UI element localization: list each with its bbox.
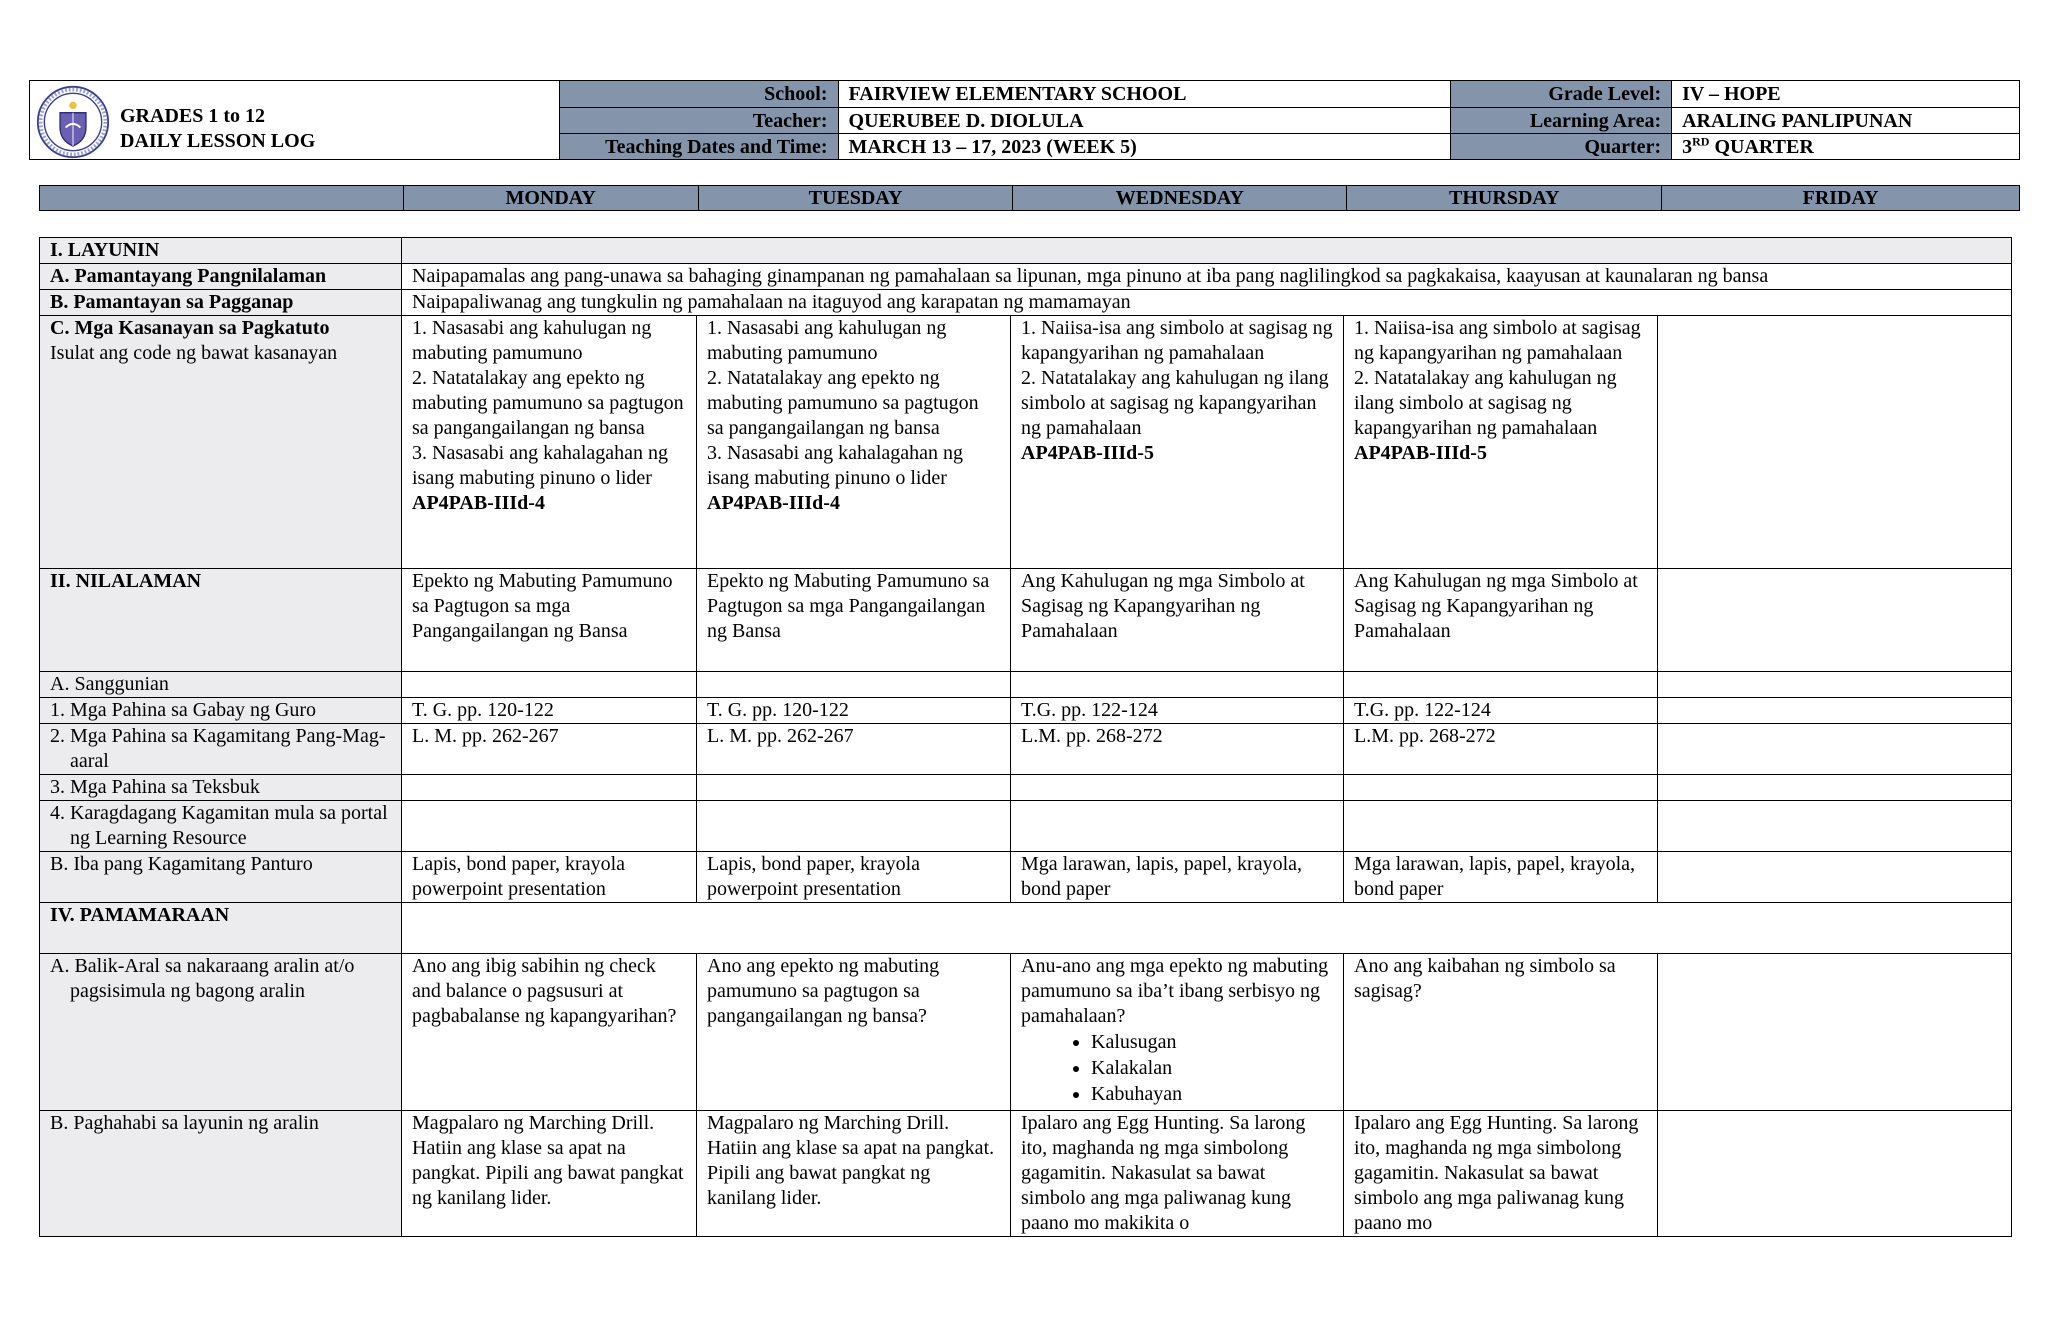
kasanayan-friday xyxy=(1658,316,2012,569)
balik-aral-thursday: Ano ang kaibahan ng simbolo sa sagisag? xyxy=(1344,954,1658,1111)
iba-pang-thursday: Mga larawan, lapis, papel, krayola, bond paper xyxy=(1344,852,1658,903)
kasanayan-item: 2. Natatalakay ang kahulugan ng ilang simbolo at sagisag ng kapangyarihan ng pamahalaan xyxy=(1354,367,1617,439)
kagamitan-label: 2. Mga Pahina sa Kagamitang Pang-Mag-aaral xyxy=(40,724,402,775)
balik-aral-monday: Ano ang ibig sabihin ng check and balance o pagsusuri at pagbabalanse ng kapangyarihan? xyxy=(402,954,697,1111)
balik-aral-bullet-list xyxy=(1021,1029,1333,1107)
balik-aral-friday xyxy=(1658,954,2012,1111)
kagamitan-friday xyxy=(1658,724,2012,775)
title-cell xyxy=(30,81,560,160)
teaching-dates-label: Teaching Dates and Time: xyxy=(559,134,838,160)
quarter-label: Quarter: xyxy=(1451,134,1672,160)
day-header-table xyxy=(39,185,2020,211)
karagdagang-tuesday xyxy=(697,801,1011,852)
teksbuk-friday xyxy=(1658,775,2012,801)
list-item: • Kabuhayan xyxy=(1091,1081,1333,1107)
learning-area-label: Learning Area: xyxy=(1451,108,1672,134)
kasanayan-item: 2. Natatalakay ang epekto ng mabuting pamumuno sa pagtugon sa pangangailangan ng bansa xyxy=(412,367,684,439)
header-table xyxy=(29,80,2020,160)
gabay-monday: T. G. pp. 120-122 xyxy=(402,698,697,724)
kasanayan-item: 1. Naiisa-isa ang simbolo at sagisag ng kapangyarihan ng pamahalaan xyxy=(1021,317,1333,364)
day-wednesday: WEDNESDAY xyxy=(1013,186,1347,211)
quarter-number: 3 xyxy=(1682,135,1693,158)
day-monday: MONDAY xyxy=(403,186,698,211)
kasanayan-code: AP4PAB-IIId-5 xyxy=(1021,442,1154,464)
kasanayan-thursday xyxy=(1344,316,1658,569)
learning-area-value: ARALING PANLIPUNAN xyxy=(1672,108,2020,134)
teksbuk-tuesday xyxy=(697,775,1011,801)
day-header-blank xyxy=(40,186,404,211)
nilalaman-friday xyxy=(1658,569,2012,672)
deped-seal-icon xyxy=(36,85,110,159)
layunin-heading: I. LAYUNIN xyxy=(40,238,402,264)
kasanayan-code: AP4PAB-IIId-4 xyxy=(412,492,545,514)
kasanayan-label: C. Mga Kasanayan sa Pagkatuto xyxy=(50,317,330,339)
balik-aral-wednesday xyxy=(1011,954,1344,1111)
paghahabi-wednesday: Ipalaro ang Egg Hunting. Sa larong ito, maghanda ng mga simbolong gagamitin. Nakasulat sa bawat simbolo ang mga paliwanag kung paano mo makikita o xyxy=(1011,1111,1344,1237)
karagdagang-label: 4. Karagdagang Kagamitan mula sa portal ng Learning Resource xyxy=(40,801,402,852)
kasanayan-item: 1. Nasasabi ang kahulugan ng mabuting pamumuno xyxy=(412,317,652,364)
pamamaraan-heading: IV. PAMAMARAAN xyxy=(40,903,402,954)
kasanayan-sub: Isulat ang code ng bawat kasanayan xyxy=(50,342,338,364)
sanggunian-wednesday xyxy=(1011,672,1344,698)
iba-pang-tuesday: Lapis, bond paper, krayola powerpoint presentation xyxy=(697,852,1011,903)
gabay-label: 1. Mga Pahina sa Gabay ng Guro xyxy=(40,698,402,724)
kasanayan-item: 2. Natatalakay ang epekto ng mabuting pamumuno sa pagtugon sa pangangailangan ng bansa xyxy=(707,367,979,439)
paghahabi-monday: Magpalaro ng Marching Drill. Hatiin ang klase sa apat na pangkat. Pipili ang bawat pangkat ng kanilang lider. xyxy=(402,1111,697,1237)
quarter-value xyxy=(1672,134,2020,160)
quarter-word: QUARTER xyxy=(1709,135,1814,158)
gabay-wednesday: T.G. pp. 122-124 xyxy=(1011,698,1344,724)
teksbuk-monday xyxy=(402,775,697,801)
pamantayang-text: Naipapamalas ang pang-unawa sa bahaging ginampanan ng pamahalaan sa lipunan, mga pinuno at iba pang naglilingkod sa pagkakaisa, kaayusan at kaunalaran ng bansa xyxy=(402,264,2012,290)
nilalaman-heading: II. NILALAMAN xyxy=(40,569,402,672)
day-tuesday: TUESDAY xyxy=(698,186,1013,211)
kasanayan-monday xyxy=(402,316,697,569)
gabay-friday xyxy=(1658,698,2012,724)
kagamitan-monday: L. M. pp. 262-267 xyxy=(402,724,697,775)
balik-aral-tuesday: Ano ang epekto ng mabuting pamumuno sa pagtugon sa pangangailangan ng bansa? xyxy=(697,954,1011,1111)
layunin-blank xyxy=(402,238,2012,264)
teacher-value: QUERUBEE D. DIOLULA xyxy=(838,108,1451,134)
iba-pang-monday: Lapis, bond paper, krayola powerpoint presentation xyxy=(402,852,697,903)
teaching-dates-value: MARCH 13 – 17, 2023 (WEEK 5) xyxy=(838,134,1451,160)
pamantayang-label: A. Pamantayang Pangnilalaman xyxy=(40,264,402,290)
paghahabi-thursday: Ipalaro ang Egg Hunting. Sa larong ito, maghanda ng mga simbolong gagamitin. Nakasulat sa bawat simbolo ang mga paliwanag kung paano mo xyxy=(1344,1111,1658,1237)
teacher-label: Teacher: xyxy=(559,108,838,134)
karagdagang-wednesday xyxy=(1011,801,1344,852)
teksbuk-thursday xyxy=(1344,775,1658,801)
kagamitan-wednesday: L.M. pp. 268-272 xyxy=(1011,724,1344,775)
day-thursday: THURSDAY xyxy=(1347,186,1662,211)
kasanayan-label-cell xyxy=(40,316,402,569)
list-item: • Kalusugan xyxy=(1091,1029,1333,1055)
nilalaman-wednesday: Ang Kahulugan ng mga Simbolo at Sagisag ng Kapangyarihan ng Pamahalaan xyxy=(1011,569,1344,672)
kasanayan-code: AP4PAB-IIId-5 xyxy=(1354,442,1487,464)
iba-pang-wednesday: Mga larawan, lapis, papel, krayola, bond paper xyxy=(1011,852,1344,903)
karagdagang-monday xyxy=(402,801,697,852)
sanggunian-label: A. Sanggunian xyxy=(40,672,402,698)
karagdagang-friday xyxy=(1658,801,2012,852)
kasanayan-wednesday xyxy=(1011,316,1344,569)
balik-aral-label: A. Balik-Aral sa nakaraang aralin at/o pagsisimula ng bagong aralin xyxy=(40,954,402,1111)
teksbuk-wednesday xyxy=(1011,775,1344,801)
school-value: FAIRVIEW ELEMENTARY SCHOOL xyxy=(838,81,1451,108)
lesson-table xyxy=(39,237,2012,1237)
title-line-2: DAILY LESSON LOG xyxy=(120,130,316,152)
sanggunian-tuesday xyxy=(697,672,1011,698)
nilalaman-tuesday: Epekto ng Mabuting Pamumuno sa Pagtugon sa mga Pangangailangan ng Bansa xyxy=(697,569,1011,672)
kasanayan-tuesday xyxy=(697,316,1011,569)
teksbuk-label: 3. Mga Pahina sa Teksbuk xyxy=(40,775,402,801)
kasanayan-item: 1. Nasasabi ang kahulugan ng mabuting pamumuno xyxy=(707,317,947,364)
title-line-1: GRADES 1 to 12 xyxy=(120,105,266,127)
sanggunian-monday xyxy=(402,672,697,698)
kasanayan-item: 3. Nasasabi ang kahalagahan ng isang mabuting pinuno o lider xyxy=(707,442,964,489)
gabay-thursday: T.G. pp. 122-124 xyxy=(1344,698,1658,724)
kasanayan-item: 1. Naiisa-isa ang simbolo at sagisag ng kapangyarihan ng pamahalaan xyxy=(1354,317,1641,364)
grade-level-label: Grade Level: xyxy=(1451,81,1672,108)
kasanayan-code: AP4PAB-IIId-4 xyxy=(707,492,840,514)
balik-aral-wednesday-text: Anu-ano ang mga epekto ng mabuting pamumuno sa iba’t ibang serbisyo ng pamahalaan? xyxy=(1021,955,1329,1027)
iba-pang-friday xyxy=(1658,852,2012,903)
pamamaraan-blank xyxy=(402,903,2012,954)
day-friday: FRIDAY xyxy=(1662,186,2020,211)
sanggunian-thursday xyxy=(1344,672,1658,698)
kagamitan-tuesday: L. M. pp. 262-267 xyxy=(697,724,1011,775)
pagganap-text: Naipapaliwanag ang tungkulin ng pamahalaan na itaguyod ang karapatan ng mamamayan xyxy=(402,290,2012,316)
kasanayan-item: 2. Natatalakay ang kahulugan ng ilang simbolo at sagisag ng kapangyarihan ng pamahalaan xyxy=(1021,367,1329,439)
gabay-tuesday: T. G. pp. 120-122 xyxy=(697,698,1011,724)
pagganap-label: B. Pamantayan sa Pagganap xyxy=(40,290,402,316)
paghahabi-label: B. Paghahabi sa layunin ng aralin xyxy=(40,1111,402,1237)
kagamitan-thursday: L.M. pp. 268-272 xyxy=(1344,724,1658,775)
nilalaman-thursday: Ang Kahulugan ng mga Simbolo at Sagisag ng Kapangyarihan ng Pamahalaan xyxy=(1344,569,1658,672)
iba-pang-label: B. Iba pang Kagamitang Panturo xyxy=(40,852,402,903)
nilalaman-monday: Epekto ng Mabuting Pamumuno sa Pagtugon sa mga Pangangailangan ng Bansa xyxy=(402,569,697,672)
paghahabi-tuesday: Magpalaro ng Marching Drill. Hatiin ang klase sa apat na pangkat. Pipili ang bawat pangkat ng kanilang lider. xyxy=(697,1111,1011,1237)
quarter-superscript: RD xyxy=(1692,133,1710,148)
school-label: School: xyxy=(559,81,838,108)
kasanayan-item: 3. Nasasabi ang kahalagahan ng isang mabuting pinuno o lider xyxy=(412,442,669,489)
karagdagang-thursday xyxy=(1344,801,1658,852)
sanggunian-friday xyxy=(1658,672,2012,698)
grade-level-value: IV – HOPE xyxy=(1672,81,2020,108)
paghahabi-friday xyxy=(1658,1111,2012,1237)
list-item: • Kalakalan xyxy=(1091,1055,1333,1081)
